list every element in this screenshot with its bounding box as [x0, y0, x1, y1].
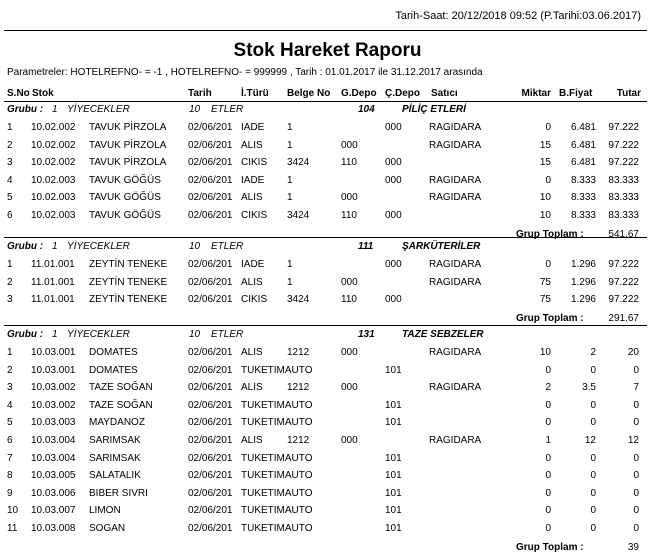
cell-tur: ALIS [241, 435, 263, 446]
cell-miktar: 0 [545, 122, 551, 133]
cell-tarih: 02/06/201 [188, 505, 233, 517]
cell-tarih: 02/06/201 [188, 174, 233, 186]
cell-belge: 1 [287, 259, 293, 270]
cell-belge: 1 [287, 139, 293, 151]
cell-ad: TAZE SOĞAN [89, 382, 153, 394]
cell-tarih: 02/06/201 [188, 523, 233, 534]
cell-tarih: 02/06/201 [188, 139, 233, 151]
group-number: 1 [52, 104, 58, 115]
report-timestamp: Tarih-Saat: 20/12/2018 09:52 (P.Tarihi:03.06.2017) [395, 10, 641, 22]
cell-satici: RAGIDARA [429, 174, 482, 186]
cell-ad: MAYDANOZ [89, 417, 145, 429]
cell-miktar: 10 [539, 192, 551, 204]
cell-cdepo: 000 [385, 294, 402, 306]
cell-fiyat: 0 [590, 523, 596, 534]
cell-miktar: 0 [545, 364, 551, 376]
category-code: 104 [358, 104, 375, 115]
cell-fiyat: 8.333 [570, 192, 596, 204]
cell-cdepo: 101 [385, 364, 402, 376]
cell-miktar: 10 [539, 210, 551, 221]
group-label: Grubu : [7, 104, 44, 115]
group-name: YİYECEKLER [67, 329, 130, 340]
category-name: PİLİÇ ETLERİ [402, 104, 466, 115]
subgroup-name: ETLER [211, 241, 244, 252]
cell-satici: RAGIDARA [429, 122, 482, 133]
cell-kod: 10.03.002 [31, 399, 76, 411]
cell-ad: TAVUK PİRZOLA [89, 157, 167, 169]
cell-tarih: 02/06/201 [188, 210, 233, 221]
group-total-value: 291.67 [608, 312, 639, 324]
header-divider [4, 101, 647, 102]
cell-ad: SALATALIK [89, 470, 141, 482]
header-miktar: Miktar [521, 88, 551, 99]
cell-cdepo: 000 [385, 157, 402, 169]
cell-tur: ALIS [241, 276, 263, 288]
cell-kod: 11.01.001 [31, 259, 75, 270]
cell-tur: TUKETIMAUTO [241, 523, 313, 534]
cell-tutar: 97.222 [608, 276, 639, 288]
cell-tur: IADE [241, 122, 265, 133]
group-divider [4, 325, 647, 326]
cell-kod: 10.03.004 [31, 452, 76, 464]
cell-sno: 10 [7, 505, 19, 517]
cell-belge: 3424 [287, 294, 310, 306]
cell-sno: 6 [7, 210, 13, 221]
cell-tutar: 97.222 [608, 122, 639, 133]
cell-sno: 5 [7, 417, 13, 429]
cell-ad: TAZE SOĞAN [89, 399, 153, 411]
cell-gdepo: 000 [341, 382, 358, 394]
header-sno: S.No [7, 88, 30, 99]
group-name: YİYECEKLER [67, 241, 130, 252]
cell-sno: 4 [7, 399, 13, 411]
header-satici: Satıcı [431, 88, 458, 99]
cell-cdepo: 101 [385, 523, 402, 534]
cell-satici: RAGIDARA [429, 347, 482, 358]
cell-fiyat: 0 [590, 487, 596, 499]
cell-fiyat: 0 [590, 505, 596, 517]
cell-ad: ZEYTİN TENEKE [89, 259, 168, 270]
cell-fiyat: 0 [590, 470, 596, 482]
cell-tutar: 0 [633, 523, 639, 534]
header-islem-turu: İ.Türü [241, 88, 269, 99]
cell-miktar: 0 [545, 487, 551, 499]
cell-tutar: 97.222 [608, 294, 639, 306]
cell-belge: 3424 [287, 157, 310, 169]
cell-tarih: 02/06/201 [188, 157, 233, 169]
cell-kod: 10.03.005 [31, 470, 76, 482]
cell-ad: TAVUK GÖĞÜS [89, 174, 161, 186]
cell-miktar: 15 [539, 157, 551, 169]
subgroup-number: 10 [189, 104, 201, 115]
category-name: ŞARKÜTERİLER [402, 241, 481, 252]
cell-belge: 1 [287, 276, 293, 288]
cell-kod: 10.02.003 [31, 192, 76, 204]
cell-sno: 2 [7, 276, 13, 288]
group-label: Grubu : [7, 241, 44, 252]
cell-belge: 1212 [287, 347, 310, 358]
header-tutar: Tutar [616, 88, 641, 99]
cell-satici: RAGIDARA [429, 259, 482, 270]
report-parameters: Parametreler: HOTELREFNO- = -1 , HOTELREFNO- = 999999 , Tarih : 01.01.2017 ile 31.12.2017 arasında [7, 67, 483, 78]
cell-cdepo: 101 [385, 452, 402, 464]
cell-belge: 1212 [287, 435, 310, 446]
cell-tutar: 83.333 [608, 210, 639, 221]
cell-cdepo: 101 [385, 470, 402, 482]
cell-tutar: 0 [633, 452, 639, 464]
cell-tutar: 0 [633, 487, 639, 499]
cell-kod: 10.03.004 [31, 435, 76, 446]
cell-miktar: 0 [545, 399, 551, 411]
cell-tutar: 97.222 [608, 139, 639, 151]
cell-sno: 3 [7, 294, 13, 306]
cell-tarih: 02/06/201 [188, 276, 233, 288]
cell-cdepo: 000 [385, 122, 402, 133]
cell-kod: 10.03.002 [31, 382, 76, 394]
cell-sno: 2 [7, 364, 13, 376]
cell-miktar: 75 [539, 276, 551, 288]
cell-gdepo: 110 [341, 210, 357, 221]
subgroup-name: ETLER [211, 104, 244, 115]
cell-cdepo: 101 [385, 417, 402, 429]
cell-fiyat: 1.296 [570, 294, 596, 306]
cell-satici: RAGIDARA [429, 276, 482, 288]
cell-tur: CIKIS [241, 210, 268, 221]
cell-kod: 10.03.001 [31, 347, 76, 358]
cell-kod: 10.02.003 [31, 210, 76, 221]
cell-tarih: 02/06/201 [188, 399, 233, 411]
cell-gdepo: 000 [341, 347, 358, 358]
category-code: 131 [358, 329, 375, 340]
cell-tur: TUKETIMAUTO [241, 487, 313, 499]
cell-kod: 10.03.008 [31, 523, 76, 534]
header-tarih: Tarih [188, 88, 212, 99]
cell-sno: 11 [7, 523, 18, 534]
cell-tarih: 02/06/201 [188, 364, 233, 376]
cell-tutar: 20 [627, 347, 639, 358]
cell-tur: ALIS [241, 382, 263, 394]
cell-ad: SOGAN [89, 523, 126, 534]
cell-belge: 1 [287, 174, 293, 186]
cell-tutar: 0 [633, 505, 639, 517]
cell-ad: SARIMSAK [89, 452, 141, 464]
cell-fiyat: 8.333 [570, 210, 596, 221]
cell-tur: CIKIS [241, 294, 268, 306]
cell-tarih: 02/06/201 [188, 487, 233, 499]
cell-fiyat: 12 [584, 435, 596, 446]
cell-ad: SARIMSAK [89, 435, 141, 446]
cell-sno: 7 [7, 452, 13, 464]
cell-miktar: 0 [545, 505, 551, 517]
cell-fiyat: 6.481 [570, 122, 596, 133]
group-total-value: 541.67 [608, 228, 639, 240]
category-code: 111 [358, 241, 374, 252]
cell-ad: TAVUK PİRZOLA [89, 122, 167, 133]
cell-fiyat: 1.296 [570, 276, 596, 288]
subgroup-number: 10 [189, 241, 201, 252]
group-divider [4, 237, 647, 238]
cell-kod: 11.01.001 [31, 294, 75, 306]
cell-tutar: 83.333 [608, 192, 639, 204]
cell-tur: CIKIS [241, 157, 268, 169]
cell-belge: 1 [287, 192, 293, 204]
subgroup-name: ETLER [211, 329, 244, 340]
header-b-fiyat: B.Fiyat [559, 88, 593, 99]
cell-sno: 1 [7, 122, 13, 133]
cell-fiyat: 0 [590, 399, 596, 411]
cell-ad: DOMATES [89, 364, 138, 376]
group-total-label: Grup Toplam : [516, 312, 584, 324]
cell-belge: 1 [287, 122, 293, 133]
cell-miktar: 10 [539, 347, 551, 358]
cell-gdepo: 110 [341, 294, 357, 306]
cell-kod: 10.02.002 [31, 139, 76, 151]
cell-miktar: 0 [545, 523, 551, 534]
cell-sno: 1 [7, 347, 13, 358]
cell-fiyat: 2 [590, 347, 596, 358]
cell-kod: 10.03.006 [31, 487, 76, 499]
cell-miktar: 0 [545, 452, 551, 464]
cell-ad: ZEYTİN TENEKE [89, 294, 168, 306]
subgroup-number: 10 [189, 329, 201, 340]
cell-ad: ZEYTİN TENEKE [89, 276, 168, 288]
cell-sno: 5 [7, 192, 13, 204]
cell-cdepo: 101 [385, 505, 402, 517]
header-c-depo: Ç.Depo [385, 88, 420, 99]
top-divider [4, 30, 647, 31]
cell-ad: LIMON [89, 505, 121, 517]
header-g-depo: G.Depo [341, 88, 377, 99]
cell-sno: 3 [7, 382, 13, 394]
cell-kod: 10.02.002 [31, 157, 76, 169]
cell-belge: 3424 [287, 210, 310, 221]
cell-tarih: 02/06/201 [188, 417, 233, 429]
cell-tarih: 02/06/201 [188, 452, 233, 464]
cell-tur: IADE [241, 259, 265, 270]
cell-tutar: 97.222 [608, 157, 639, 169]
cell-miktar: 75 [539, 294, 551, 306]
cell-gdepo: 000 [341, 192, 358, 204]
cell-kod: 10.02.002 [31, 122, 76, 133]
cell-ad: TAVUK GÖĞÜS [89, 210, 161, 221]
header-belge-no: Belge No [287, 88, 331, 99]
cell-ad: TAVUK PİRZOLA [89, 139, 167, 151]
cell-gdepo: 110 [341, 157, 357, 169]
cell-tur: TUKETIMAUTO [241, 364, 313, 376]
cell-tutar: 83.333 [608, 174, 639, 186]
cell-fiyat: 6.481 [570, 139, 596, 151]
cell-kod: 10.03.007 [31, 505, 76, 517]
cell-fiyat: 6.481 [570, 157, 596, 169]
cell-fiyat: 1.296 [570, 259, 596, 270]
cell-cdepo: 101 [385, 399, 402, 411]
cell-tur: ALIS [241, 139, 263, 151]
cell-satici: RAGIDARA [429, 192, 482, 204]
cell-miktar: 0 [545, 417, 551, 429]
cell-belge: 1212 [287, 382, 310, 394]
group-total-label: Grup Toplam : [516, 228, 584, 240]
cell-miktar: 15 [539, 139, 551, 151]
cell-tarih: 02/06/201 [188, 347, 233, 358]
cell-tarih: 02/06/201 [188, 192, 233, 204]
cell-kod: 10.03.001 [31, 364, 76, 376]
cell-fiyat: 0 [590, 452, 596, 464]
cell-tur: IADE [241, 174, 265, 186]
header-stok: Stok [32, 88, 54, 99]
cell-tur: TUKETIMAUTO [241, 452, 313, 464]
report-title: Stok Hareket Raporu [233, 40, 422, 61]
cell-sno: 1 [7, 259, 13, 270]
cell-satici: RAGIDARA [429, 139, 482, 151]
cell-tutar: 0 [633, 417, 639, 429]
cell-tur: ALIS [241, 192, 263, 204]
cell-gdepo: 000 [341, 435, 358, 446]
category-name: TAZE SEBZELER [402, 329, 484, 340]
cell-tutar: 0 [633, 470, 639, 482]
cell-tur: TUKETIMAUTO [241, 505, 313, 517]
cell-sno: 4 [7, 174, 13, 186]
cell-cdepo: 000 [385, 174, 402, 186]
cell-tutar: 12 [627, 435, 639, 446]
cell-cdepo: 000 [385, 259, 402, 270]
cell-sno: 8 [7, 470, 13, 482]
cell-gdepo: 000 [341, 276, 358, 288]
cell-sno: 9 [7, 487, 13, 499]
cell-tutar: 0 [633, 364, 639, 376]
cell-tarih: 02/06/201 [188, 435, 233, 446]
group-number: 1 [52, 241, 58, 252]
cell-fiyat: 8.333 [570, 174, 596, 186]
cell-tarih: 02/06/201 [188, 122, 233, 133]
cell-tutar: 97.222 [608, 259, 639, 270]
cell-sno: 6 [7, 435, 13, 446]
cell-ad: DOMATES [89, 347, 138, 358]
cell-kod: 10.03.003 [31, 417, 76, 429]
cell-miktar: 2 [545, 382, 551, 394]
cell-kod: 10.02.003 [31, 174, 76, 186]
group-total-value: 39 [627, 541, 639, 553]
cell-tutar: 0 [633, 399, 639, 411]
cell-satici: RAGIDARA [429, 382, 482, 394]
cell-miktar: 1 [545, 435, 551, 446]
cell-sno: 3 [7, 157, 13, 169]
cell-ad: BIBER SIVRI [89, 487, 148, 499]
group-number: 1 [52, 329, 58, 340]
cell-ad: TAVUK GÖĞÜS [89, 192, 161, 204]
cell-tarih: 02/06/201 [188, 470, 233, 482]
cell-satici: RAGIDARA [429, 435, 482, 446]
cell-fiyat: 3.5 [582, 382, 596, 394]
cell-tarih: 02/06/201 [188, 259, 233, 270]
cell-tarih: 02/06/201 [188, 294, 233, 306]
cell-miktar: 0 [545, 470, 551, 482]
cell-tur: TUKETIMAUTO [241, 399, 313, 411]
cell-fiyat: 0 [590, 364, 596, 376]
cell-tutar: 7 [633, 382, 639, 394]
cell-cdepo: 101 [385, 487, 402, 499]
cell-miktar: 0 [545, 174, 551, 186]
cell-fiyat: 0 [590, 417, 596, 429]
cell-cdepo: 000 [385, 210, 402, 221]
cell-tur: TUKETIMAUTO [241, 470, 313, 482]
group-total-label: Grup Toplam : [516, 541, 584, 553]
cell-miktar: 0 [545, 259, 551, 270]
group-label: Grubu : [7, 329, 44, 340]
cell-tarih: 02/06/201 [188, 382, 233, 394]
cell-kod: 11.01.001 [31, 276, 75, 288]
cell-sno: 2 [7, 139, 13, 151]
group-name: YİYECEKLER [67, 104, 130, 115]
cell-tur: ALIS [241, 347, 263, 358]
cell-gdepo: 000 [341, 139, 358, 151]
cell-tur: TUKETIMAUTO [241, 417, 313, 429]
